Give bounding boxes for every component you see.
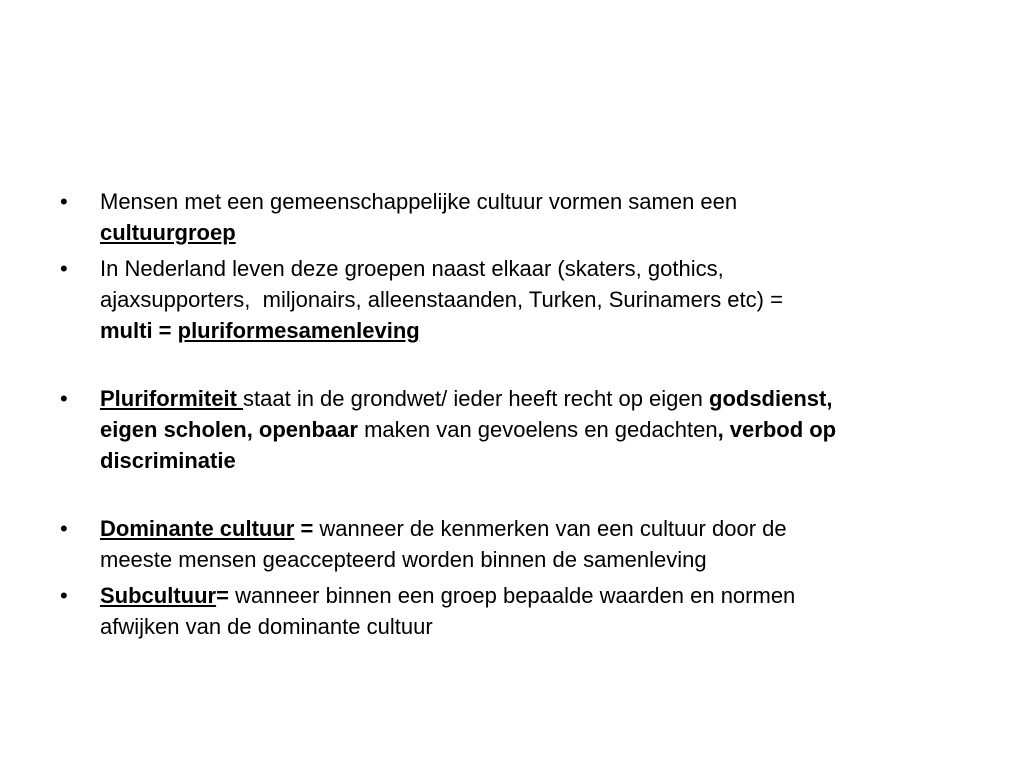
text-run: wanneer de kenmerken van een cultuur door de bbox=[319, 516, 787, 541]
text-run: Mensen met een gemeenschappelijke cultuur vormen samen een bbox=[100, 189, 738, 214]
text-run: = bbox=[216, 583, 236, 608]
bullet-marker: • bbox=[60, 256, 68, 281]
bullet-list bbox=[60, 186, 980, 642]
text-run: afwijken van de dominante cultuur bbox=[100, 614, 433, 639]
text-run: godsdienst, bbox=[709, 386, 833, 411]
text-run: , verbod op bbox=[717, 417, 837, 442]
text-run: wanneer binnen een groep bepaalde waarden en normen bbox=[235, 583, 796, 608]
term-cultuurgroep: cultuurgroep bbox=[100, 220, 236, 245]
text-line bbox=[100, 611, 980, 642]
text-line bbox=[100, 445, 980, 476]
term-dominante-cultuur: Dominante cultuur bbox=[100, 516, 295, 541]
text-run: multi = bbox=[100, 318, 178, 343]
text-run: eigen scholen, openbaar bbox=[100, 417, 358, 442]
term-pluriformiteit: Pluriformiteit bbox=[100, 386, 244, 411]
text-line bbox=[100, 217, 980, 248]
text-line bbox=[100, 253, 980, 284]
text-line bbox=[100, 315, 980, 346]
text-line bbox=[100, 580, 980, 611]
text-run: maken van gevoelens en gedachten bbox=[357, 417, 718, 442]
text-run: ajaxsupporters, miljonairs, alleenstaanden, Turken, Surinamers etc) = bbox=[100, 287, 783, 312]
text-run: discriminatie bbox=[100, 448, 236, 473]
term-pluriformesamenleving: pluriformesamenleving bbox=[177, 318, 420, 343]
text-line bbox=[100, 544, 980, 575]
text-run: meeste mensen geaccepteerd worden binnen de samenleving bbox=[100, 547, 707, 572]
bullet-item-cultuurgroep bbox=[60, 186, 980, 248]
bullet-marker: • bbox=[60, 189, 68, 214]
bullet-item-pluriformiteit bbox=[60, 383, 980, 476]
text-line bbox=[100, 186, 980, 217]
text-line bbox=[100, 383, 980, 414]
text-run: In Nederland leven deze groepen naast elkaar (skaters, gothics, bbox=[100, 256, 724, 281]
text-run: staat in de grondwet/ ieder heeft recht op eigen bbox=[243, 386, 709, 411]
bullet-marker: • bbox=[60, 516, 68, 541]
bullet-item-subcultuur bbox=[60, 580, 980, 642]
bullet-marker: • bbox=[60, 583, 68, 608]
bullet-marker: • bbox=[60, 386, 68, 411]
term-subcultuur: Subcultuur bbox=[100, 583, 217, 608]
bullet-item-pluriforme-samenleving bbox=[60, 253, 980, 346]
text-line bbox=[100, 513, 980, 544]
text-line bbox=[100, 284, 980, 315]
text-line bbox=[100, 414, 980, 445]
bullet-item-dominante-cultuur bbox=[60, 513, 980, 575]
text-run: = bbox=[294, 516, 320, 541]
